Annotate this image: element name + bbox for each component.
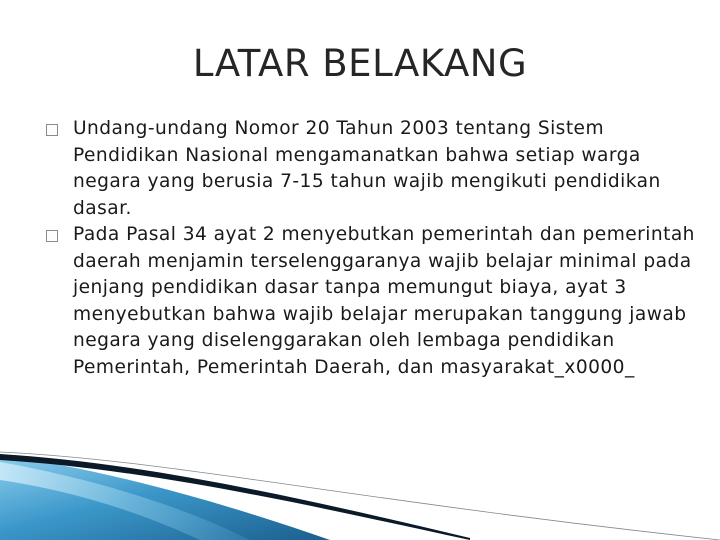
slide-title: LATAR BELAKANG (192, 42, 528, 85)
checkbox-square-icon (46, 124, 58, 136)
bullet-item (46, 116, 696, 222)
checkbox-square-icon (46, 230, 58, 242)
bullet-text: Pada Pasal 34 ayat 2 menyebutkan pemerintah dan pemerintah daerah menjamin terselenggaranya wajib belajar minimal pada jenjang pendidikan dasar tanpa memungut biaya, ayat 3 menyebutkan bahwa wajib belajar merupakan tanggung jawab negara yang diselenggarakan oleh lembaga pendidikan Pemerintah, Pemerintah Daerah, dan masyarakat_x0000_ (73, 224, 695, 378)
bullet-item (46, 222, 696, 381)
bullet-text: Undang-undang Nomor 20 Tahun 2003 tentang Sistem Pendidikan Nasional mengamanatkan bahwa setiap warga negara yang berusia 7-15 tahun wajib mengikuti pendidikan dasar. (73, 118, 661, 219)
bullet-list (46, 116, 696, 381)
